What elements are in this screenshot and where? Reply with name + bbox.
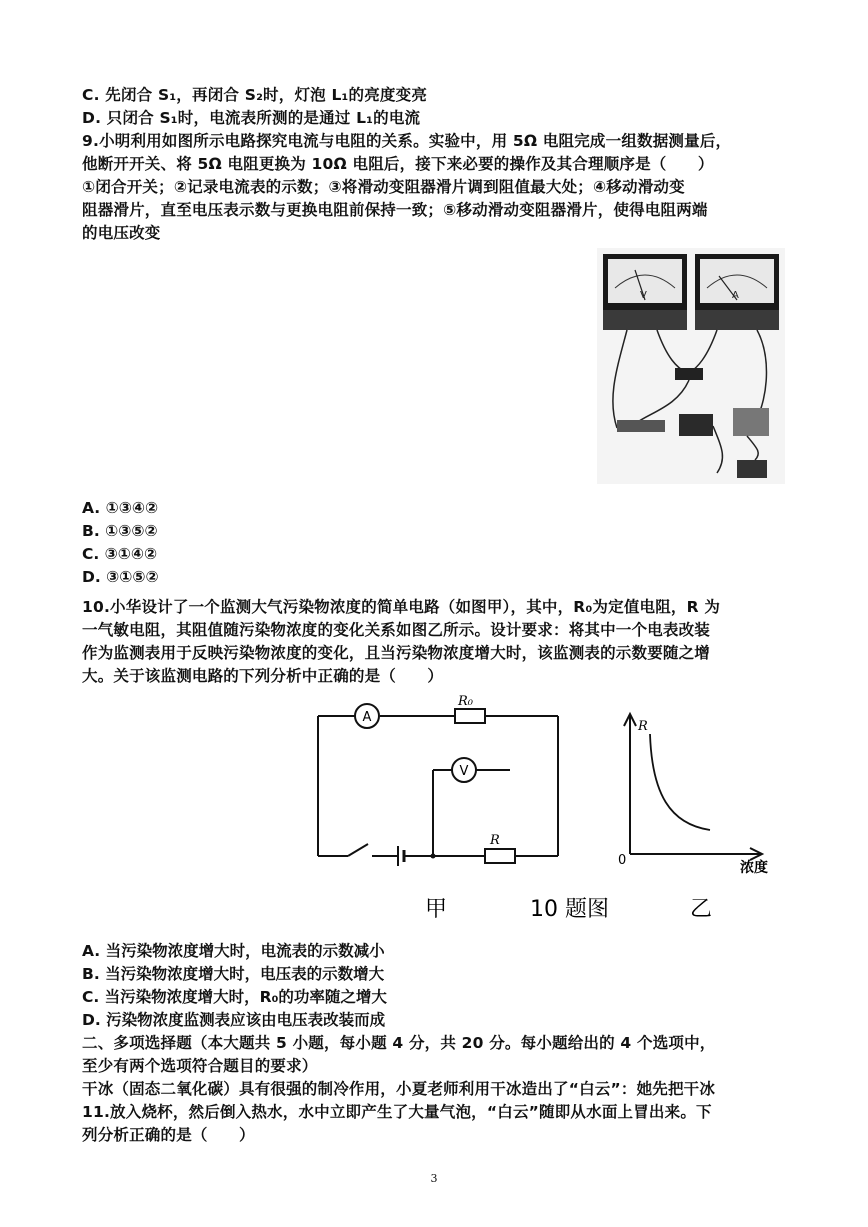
section2-heading-line-2: 至少有两个选项符合题目的要求） bbox=[82, 1057, 318, 1075]
r-resistor bbox=[485, 849, 515, 863]
q9-apparatus-photo bbox=[597, 248, 785, 484]
q10-option-c: C. 当污染物浓度增大时，R₀的功率随之增大 bbox=[82, 988, 387, 1006]
caption-mid: 10 题图 bbox=[530, 897, 609, 922]
svg-text:A: A bbox=[732, 290, 739, 301]
q9-stem-line-5: 的电压改变 bbox=[82, 224, 161, 242]
q10-stem-line-2: 一气敏电阻，其阻值随污染物浓度的变化关系如图乙所示。设计要求：将其中一个电表改装 bbox=[82, 621, 711, 639]
page-number: 3 bbox=[430, 1172, 438, 1185]
section2-heading-line-1: 二、多项选择题（本大题共 5 小题，每小题 4 分，共 20 分。每小题给出的 4 个选项中， bbox=[82, 1034, 716, 1052]
q9-option-a: A. ①③④② bbox=[82, 499, 159, 517]
q9-stem-line-2: 他断开开关、将 5Ω 电阻更换为 10Ω 电阻后，接下来必要的操作及其合理顺序是（ ） bbox=[82, 155, 714, 173]
q9-option-b: B. ①③⑤② bbox=[82, 522, 158, 540]
q8-option-d: D. 只闭合 S₁时，电流表所测的是通过 L₁的电流 bbox=[82, 109, 421, 127]
q8-option-c: C. 先闭合 S₁，再闭合 S₂时，灯泡 L₁的亮度变亮 bbox=[82, 86, 428, 104]
q10-stem-line-4: 大。关于该监测电路的下列分析中正确的是（ ） bbox=[82, 667, 444, 685]
q10-option-a: A. 当污染物浓度增大时，电流表的示数减小 bbox=[82, 942, 385, 960]
q10-option-d: D. 污染物浓度监测表应该由电压表改装而成 bbox=[82, 1011, 386, 1029]
q11-stem-line-2: 11.放入烧杯，然后倒入热水，水中立即产生了大量气泡，“白云”随即从水面上冒出来。下 bbox=[82, 1103, 712, 1121]
graph-y-label: R bbox=[638, 719, 648, 734]
graph-origin-label: 0 bbox=[618, 853, 627, 868]
figure-10 bbox=[300, 694, 800, 929]
q9-option-c: C. ③①④② bbox=[82, 545, 158, 563]
q9-option-d: D. ③①⑤② bbox=[82, 568, 159, 586]
q11-stem-line-3: 列分析正确的是（ ） bbox=[82, 1126, 255, 1144]
q9-stem-line-3: ①闭合开关；②记录电流表的示数；③将滑动变阻器滑片调到阻值最大处；④移动滑动变 bbox=[82, 178, 685, 196]
r-label: R bbox=[490, 833, 500, 848]
q9-stem-line-4: 阻器滑片，直至电压表示数与更换电阻前保持一致；⑤移动滑动变阻器滑片，使得电阻两端 bbox=[82, 201, 708, 219]
svg-text:V: V bbox=[640, 290, 647, 301]
r0-label: R₀ bbox=[458, 694, 473, 709]
q11-stem-line-1: 干冰（固态二氧化碳）具有很强的制冷作用，小夏老师利用干冰造出了“白云”：她先把干冰 bbox=[82, 1080, 716, 1098]
voltmeter-label: V bbox=[459, 764, 469, 779]
q10-stem-line-3: 作为监测表用于反映污染物浓度的变化，且当污染物浓度增大时，该监测表的示数要随之增 bbox=[82, 644, 711, 662]
q10-option-b: B. 当污染物浓度增大时，电压表的示数增大 bbox=[82, 965, 385, 983]
caption-left: 甲 bbox=[425, 897, 448, 922]
q9-stem-line-1: 9.小明利用如图所示电路探究电流与电阻的关系。实验中，用 5Ω 电阻完成一组数据测量后， bbox=[82, 132, 732, 150]
q10-stem-line-1: 10.小华设计了一个监测大气污染物浓度的简单电路（如图甲），其中，R₀为定值电阻，R 为 bbox=[82, 598, 721, 616]
r0-resistor bbox=[455, 709, 485, 723]
graph-x-label: 浓度 bbox=[740, 860, 768, 876]
caption-right: 乙 bbox=[690, 897, 713, 922]
ammeter-label: A bbox=[362, 710, 372, 725]
